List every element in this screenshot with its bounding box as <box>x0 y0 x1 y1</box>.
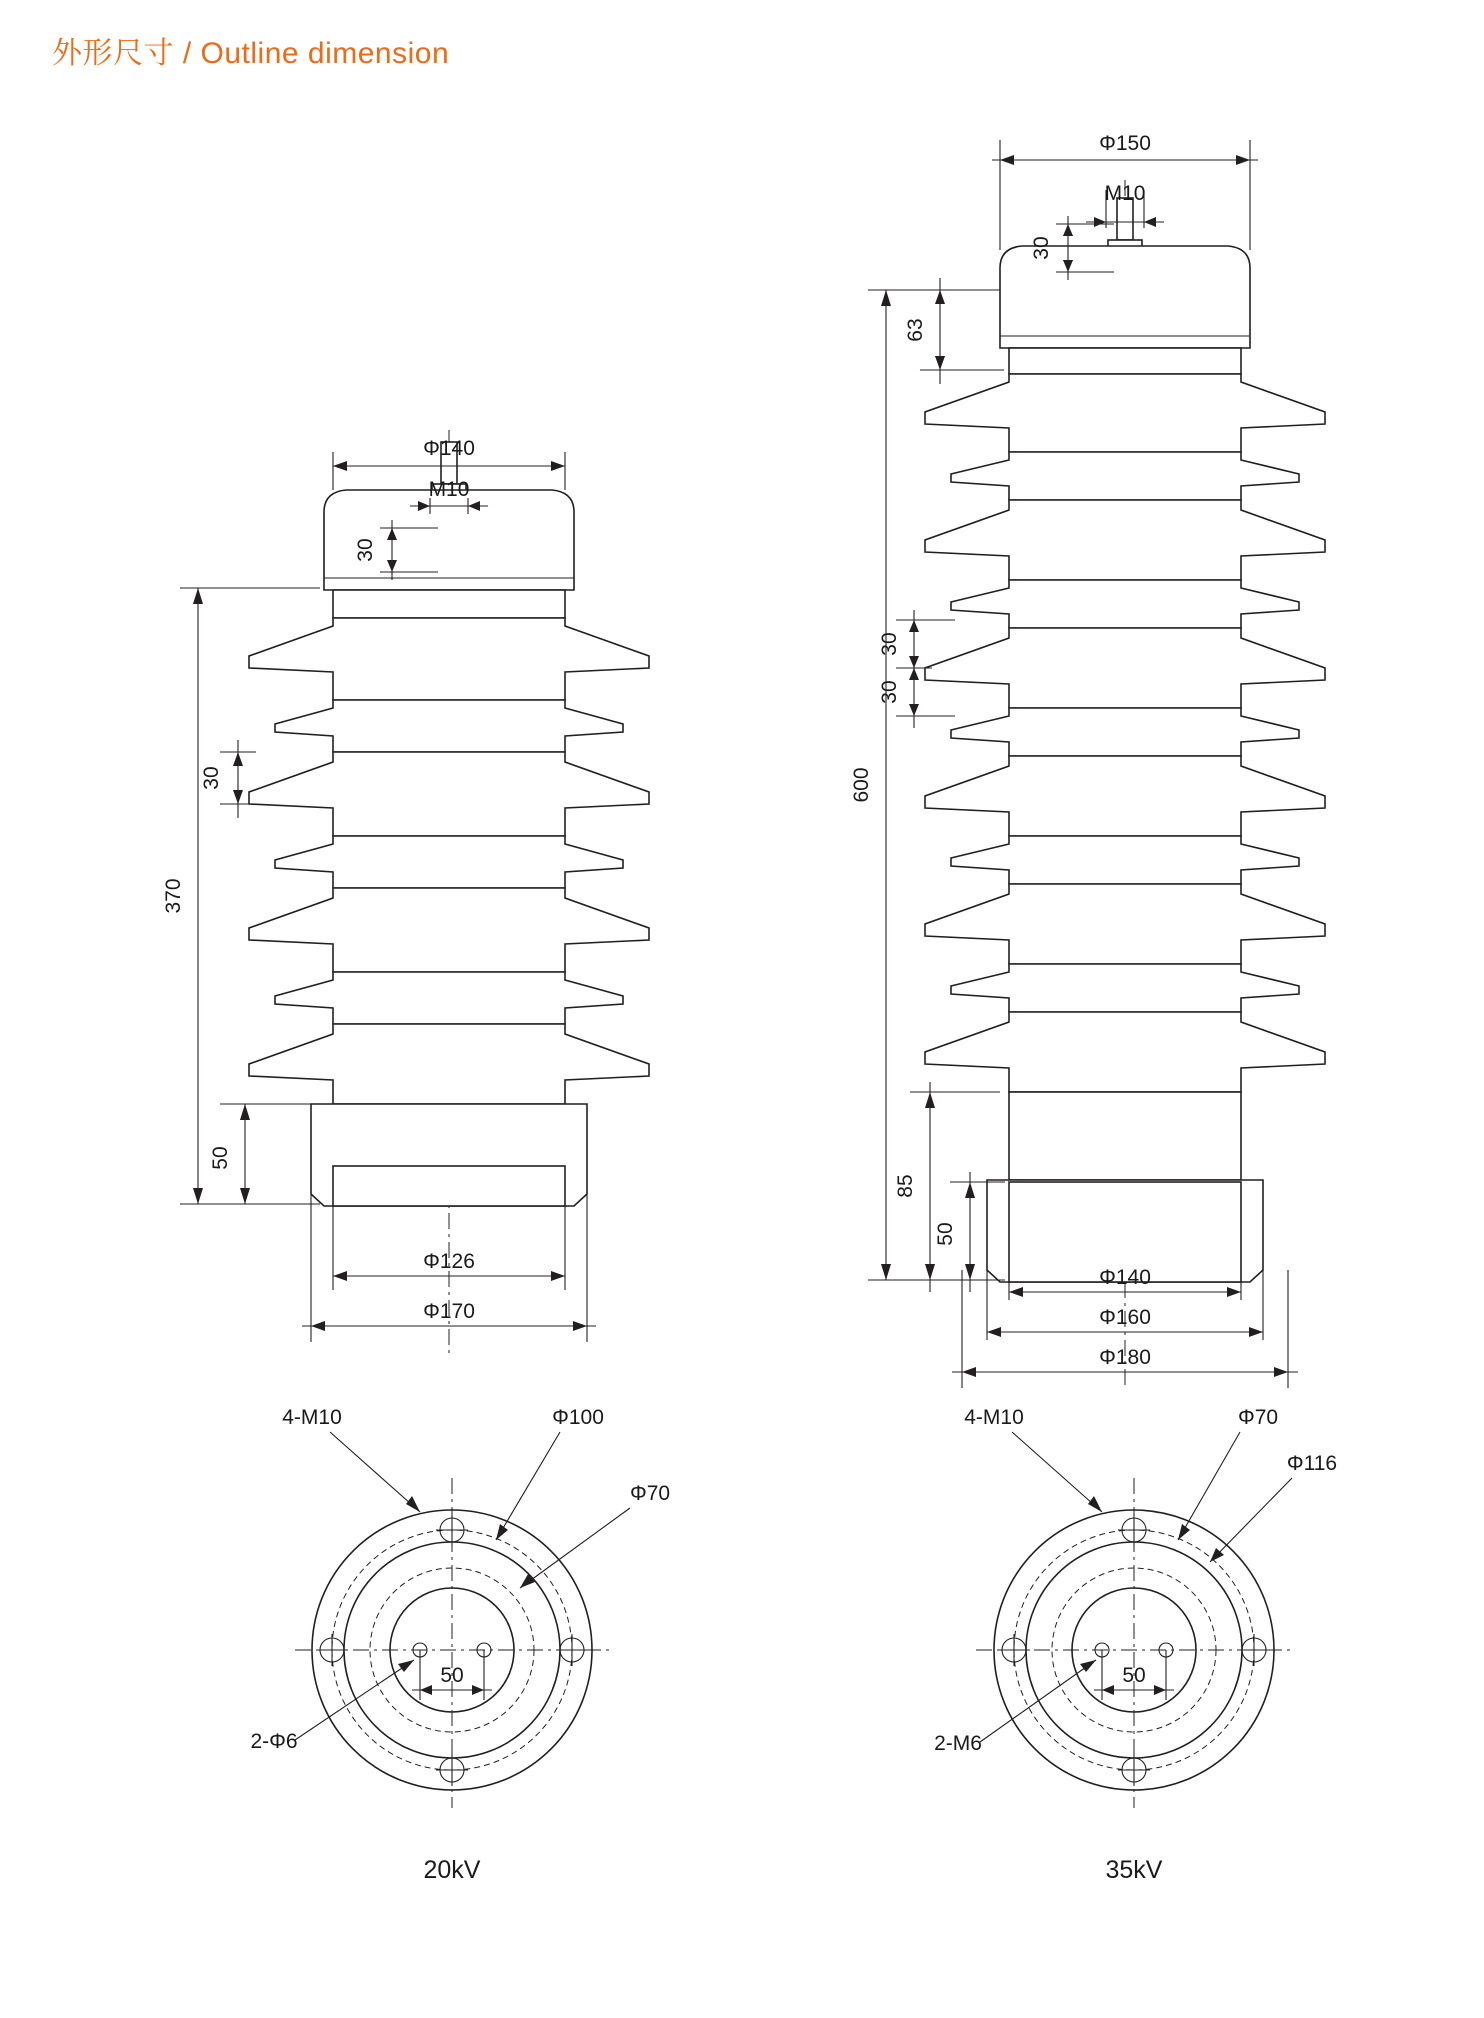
base-ring-20kv <box>333 1166 565 1206</box>
leader-phi70-20kv <box>520 1482 670 1588</box>
shed-2-20kv <box>275 700 623 752</box>
caption-20kv: 20kV <box>423 1856 481 1884</box>
shed-1-35kv <box>925 374 1325 452</box>
shed-6-20kv <box>275 972 623 1024</box>
leader-phi116-35kv <box>1210 1452 1337 1562</box>
dim-label-30-pitch: 30 <box>200 766 223 790</box>
leader-2m6-35kv <box>934 1660 1096 1755</box>
lower-body-35kv <box>1009 1092 1241 1180</box>
leader-phi100-20kv <box>496 1406 604 1540</box>
dim-label-phi126: Φ126 <box>423 1250 475 1273</box>
dim-label-phi70-20kv: Φ70 <box>629 1482 671 1505</box>
shed-8-35kv <box>951 836 1299 884</box>
neck-35kv <box>1009 348 1241 374</box>
dim-label-m10: M10 <box>428 478 470 501</box>
shed-5-20kv <box>249 888 649 972</box>
dim-label-50-bottom-35kv: 50 <box>1122 1664 1146 1687</box>
shed-4-35kv <box>951 580 1299 628</box>
dim-label-30-stud: 30 <box>354 538 377 562</box>
shed-3-20kv <box>249 752 649 836</box>
figure-35kv-bottom-view <box>934 1406 1337 1884</box>
shed-5-35kv <box>925 628 1325 708</box>
shed-11-35kv <box>925 1012 1325 1092</box>
dim-label-phi70-35kv: Φ70 <box>1237 1406 1279 1429</box>
shed-6-35kv <box>951 708 1299 756</box>
leader-2phi6-20kv <box>250 1660 414 1753</box>
top-cap-35kv <box>1000 246 1250 348</box>
dim-label-50-base-35kv: 50 <box>934 1222 957 1246</box>
dim-30-pitch-20kv <box>200 740 256 818</box>
dim-label-600: 600 <box>850 767 873 803</box>
dim-label-370: 370 <box>162 878 185 914</box>
dim-63-35kv <box>904 278 1004 384</box>
dim-label-50-bottom-20kv: 50 <box>440 1664 464 1687</box>
dim-label-30-upper: 30 <box>878 632 901 656</box>
dim-label-phi150: Φ150 <box>1099 132 1151 155</box>
page-title: 外形尺寸 / Outline dimension <box>52 37 450 70</box>
dim-label-63: 63 <box>904 318 927 342</box>
dim-label-phi116-35kv: Φ116 <box>1286 1452 1338 1475</box>
dim-label-m10-35kv: M10 <box>1104 182 1146 205</box>
caption-35kv: 35kV <box>1105 1856 1163 1884</box>
dim-label-phi140-35kv: Φ140 <box>1099 1266 1151 1289</box>
shed-2-35kv <box>951 452 1299 500</box>
shed-7-20kv <box>249 1024 649 1104</box>
dim-label-phi170: Φ170 <box>423 1300 475 1323</box>
shed-9-35kv <box>925 884 1325 964</box>
dim-label-4m10-35kv: 4-M10 <box>964 1406 1024 1429</box>
shed-stack-20kv <box>249 618 649 1104</box>
leader-4m10-20kv <box>282 1406 420 1512</box>
shed-7-35kv <box>925 756 1325 836</box>
dim-label-2phi6-20kv: 2-Φ6 <box>250 1730 298 1753</box>
dim-label-30-stud-35kv: 30 <box>1030 236 1053 260</box>
dim-label-50-base: 50 <box>209 1146 232 1170</box>
figure-20kv-bottom-view <box>250 1406 670 1884</box>
dim-label-phi160: Φ160 <box>1099 1306 1151 1329</box>
neck-20kv <box>333 590 565 618</box>
shed-3-35kv <box>925 500 1325 580</box>
shed-1-20kv <box>249 618 649 700</box>
dim-label-4m10-20kv: 4-M10 <box>282 1406 342 1429</box>
dim-label-2m6-35kv: 2-M6 <box>934 1732 982 1755</box>
figure-35kv-side-view <box>850 132 1325 1390</box>
dim-label-phi140: Φ140 <box>423 437 475 460</box>
dim-50-base-20kv <box>209 1104 320 1204</box>
shed-4-20kv <box>275 836 623 888</box>
dim-label-85: 85 <box>894 1174 917 1198</box>
dim-370-20kv <box>162 588 320 1204</box>
figure-20kv-side-view <box>162 430 649 1355</box>
dim-85-35kv <box>894 1082 1000 1292</box>
shed-stack-35kv <box>925 374 1325 1092</box>
dim-label-phi180: Φ180 <box>1099 1346 1151 1369</box>
leader-phi70-35kv <box>1178 1406 1278 1540</box>
leader-4m10-35kv <box>964 1406 1102 1512</box>
dim-label-30-lower: 30 <box>878 680 901 704</box>
dim-label-phi100-20kv: Φ100 <box>552 1406 604 1429</box>
shed-10-35kv <box>951 964 1299 1012</box>
